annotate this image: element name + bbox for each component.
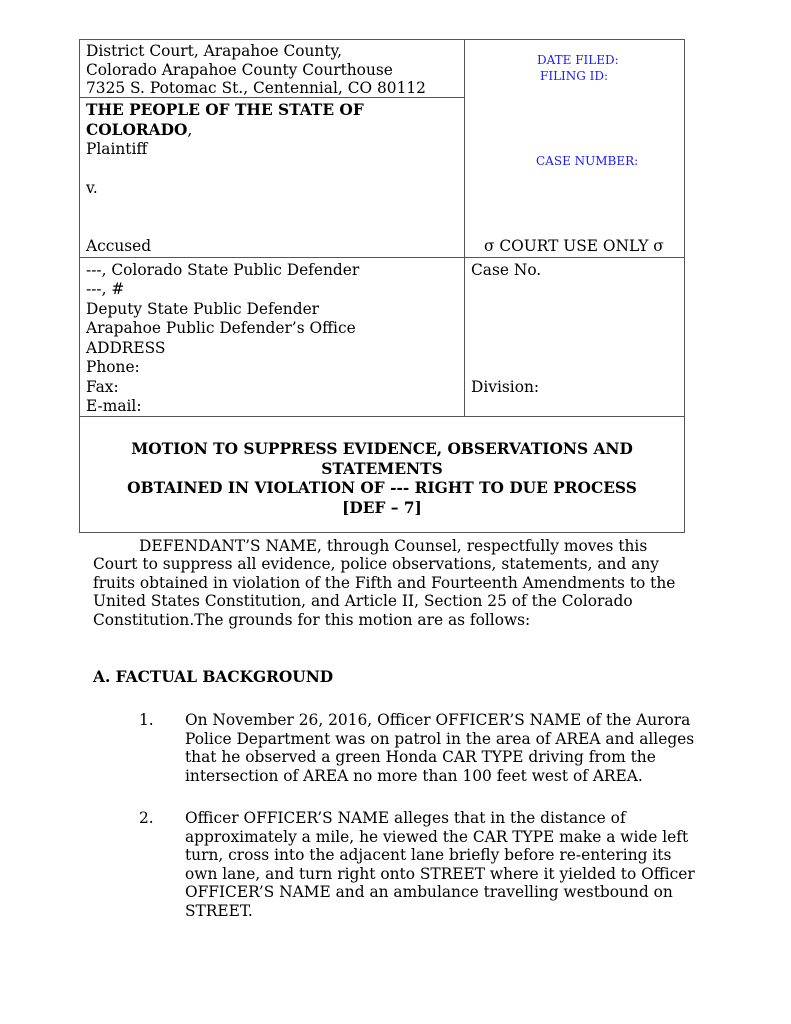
paragraph-line: that he observed a green Honda CAR TYPE driving from the xyxy=(185,748,656,767)
motion-title-line: STATEMENTS xyxy=(321,459,443,478)
attorney-line: Phone: xyxy=(86,358,140,376)
paragraph-line: own lane, and turn right onto STREET where it yielded to Officer xyxy=(185,864,695,883)
attorney-line: ADDRESS xyxy=(86,339,166,357)
motion-title-line: OBTAINED IN VIOLATION OF --- RIGHT TO DUE PROCESS xyxy=(127,479,637,498)
plaintiff-label: Plaintiff xyxy=(86,140,148,158)
people-line-1: THE PEOPLE OF THE STATE OF xyxy=(86,101,364,119)
paragraph-line: On November 26, 2016, Officer OFFICER’S NAME of the Aurora xyxy=(185,711,691,729)
intro-paragraph xyxy=(93,537,703,629)
intro-line: United States Constitution, and Article II, Section 25 of the Colorado xyxy=(93,592,633,611)
intro-line: Court to suppress all evidence, police observations, statements, and any xyxy=(93,555,659,574)
motion-title xyxy=(80,440,684,518)
attorney-line: Deputy State Public Defender xyxy=(86,300,320,318)
case-no-label: Case No. xyxy=(471,261,542,279)
intro-line: Constitution.The grounds for this motion are as follows: xyxy=(93,610,531,629)
paragraph-number: 1. xyxy=(139,711,154,729)
attorney-divider xyxy=(80,416,684,417)
intro-line: fruits obtained in violation of the Fifth and Fourteenth Amendments to the xyxy=(93,573,676,592)
paragraph-line: OFFICER’S NAME and an ambulance travelling westbound on xyxy=(185,883,673,902)
motion-title-line: [DEF – 7] xyxy=(342,498,422,517)
paragraph-line: Officer OFFICER’S NAME alleges that in the distance of xyxy=(185,809,626,827)
court-use-only-label: σ COURT USE ONLY σ xyxy=(484,237,664,255)
date-filed-label: DATE FILED: xyxy=(537,53,619,67)
intro-line: DEFENDANT’S NAME, through Counsel, respectfully moves this xyxy=(139,537,648,555)
case-number-label: CASE NUMBER: xyxy=(536,154,639,168)
attorney-line: Arapahoe Public Defender’s Office xyxy=(86,319,356,337)
court-line: District Court, Arapahoe County, xyxy=(86,42,343,60)
attorney-line: ---, # xyxy=(86,280,125,298)
motion-title-line: MOTION TO SUPPRESS EVIDENCE, OBSERVATIONS AND xyxy=(131,440,633,458)
paragraph-text xyxy=(185,809,705,921)
case-caption-table xyxy=(79,39,685,533)
accused-label: Accused xyxy=(86,237,152,255)
court-line: Colorado Arapahoe County Courthouse xyxy=(86,61,393,79)
paragraph-line: intersection of AREA no more than 100 feet west of AREA. xyxy=(185,766,643,785)
caption-column-divider xyxy=(464,40,465,417)
versus-label: v. xyxy=(86,179,98,197)
attorney-line: ---, Colorado State Public Defender xyxy=(86,261,360,279)
court-line: 7325 S. Potomac St., Centennial, CO 80112 xyxy=(86,79,426,97)
filing-id-label: FILING ID: xyxy=(540,69,609,83)
parties-divider xyxy=(80,257,684,258)
paragraph-line: approximately a mile, he viewed the CAR TYPE make a wide left xyxy=(185,827,689,846)
paragraph-line: turn, cross into the adjacent lane briefly before re-entering its xyxy=(185,846,672,865)
attorney-line: E-mail: xyxy=(86,397,142,415)
paragraph-line: Police Department was on patrol in the area of AREA and alleges xyxy=(185,729,695,748)
people-line-2: COLORADO, xyxy=(86,121,193,139)
division-label: Division: xyxy=(471,378,540,396)
paragraph-line: STREET. xyxy=(185,901,253,920)
paragraph-number: 2. xyxy=(139,809,154,827)
paragraph-text xyxy=(185,711,705,785)
section-heading: A. FACTUAL BACKGROUND xyxy=(93,668,334,686)
attorney-line: Fax: xyxy=(86,378,119,396)
